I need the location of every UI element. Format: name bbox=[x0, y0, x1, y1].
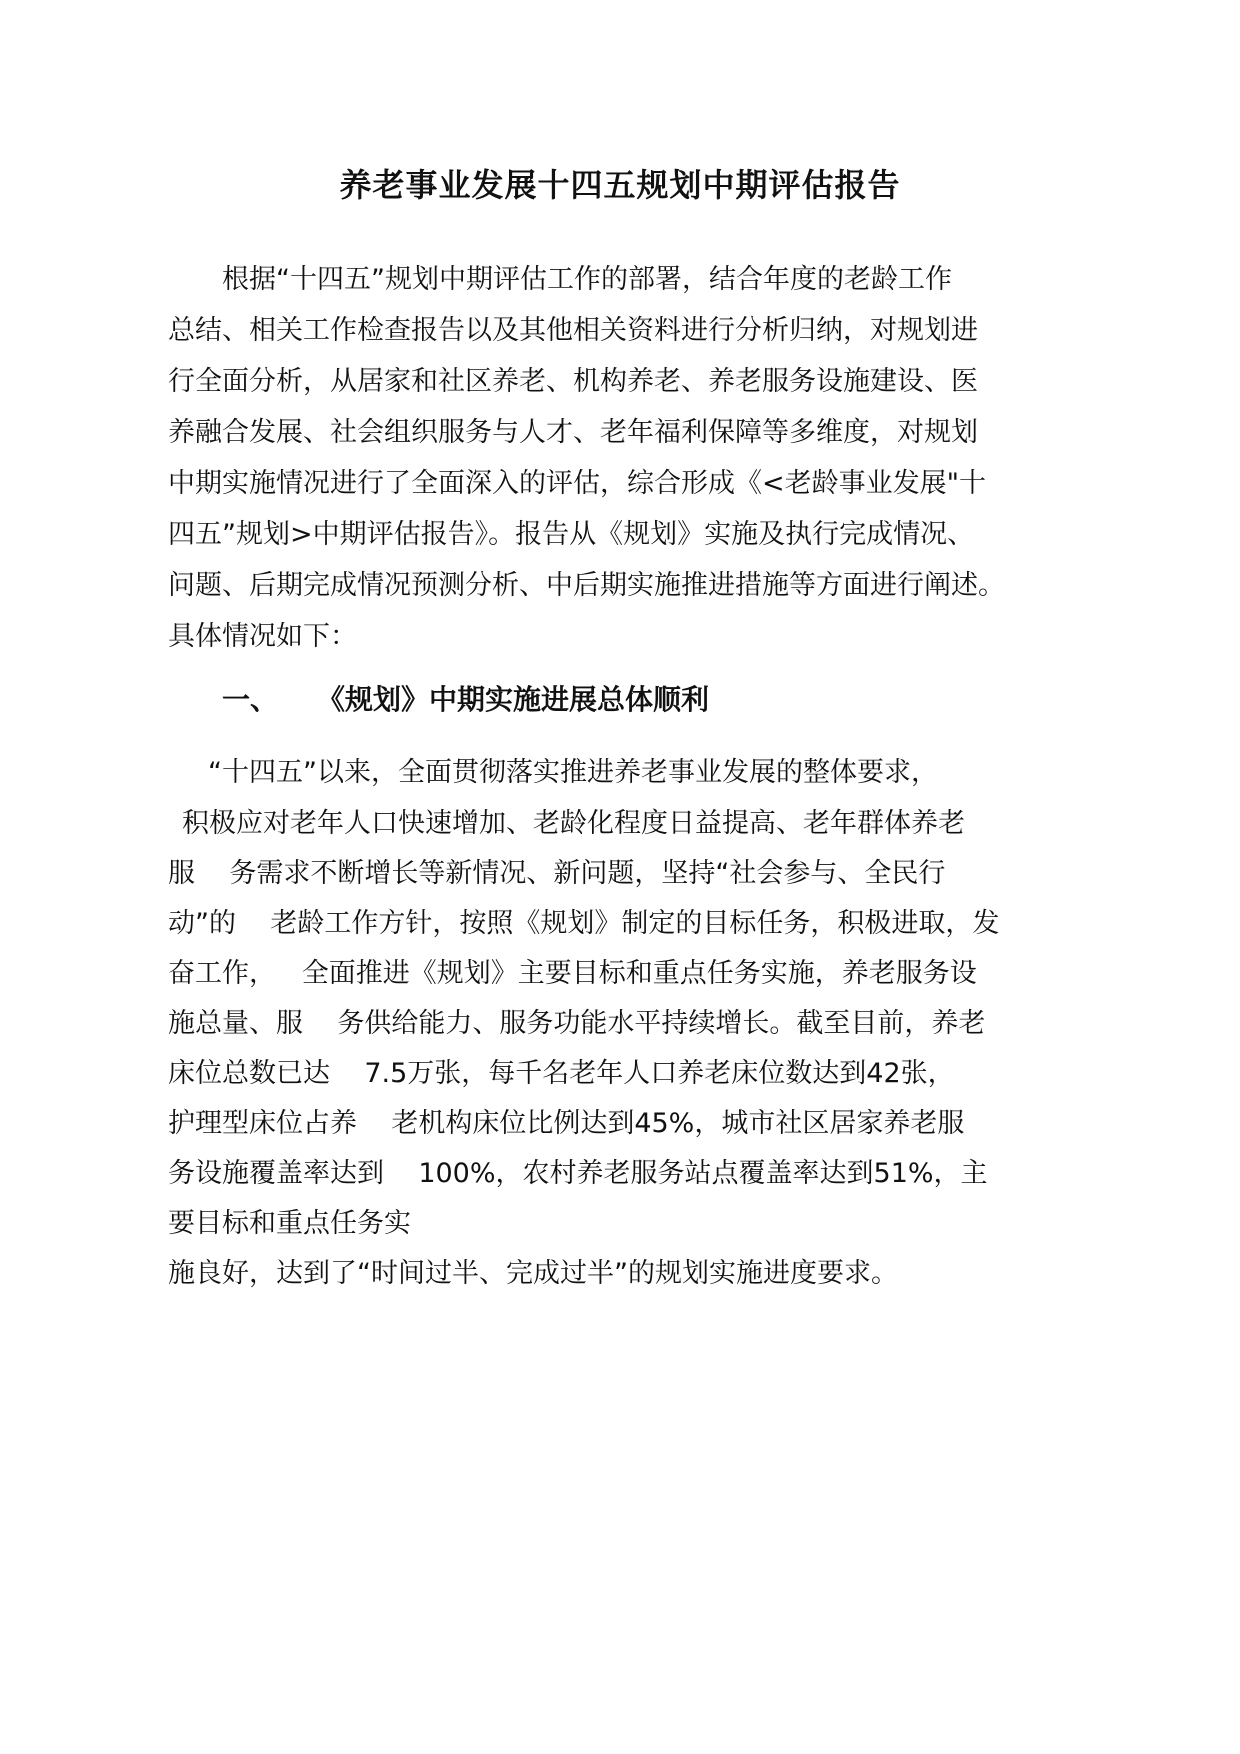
section-line: 积极应对老年人口快速增加、老龄化程度日益提高、老年群体养老 bbox=[182, 808, 965, 839]
section-line: 施总量、服 务供给能力、服务功能水平持续增长。截至目前，养老 bbox=[168, 1008, 986, 1039]
intro-line: 具体情况如下： bbox=[168, 621, 357, 652]
section-line: 动”的 老龄工作方针，按照《规划》制定的目标任务，积极进取，发 bbox=[168, 908, 1000, 939]
intro-line: 养融合发展、社会组织服务与人才、老年福利保障等多维度，对规划 bbox=[168, 417, 978, 448]
section-line: 床位总数已达 7.5万张，每千名老年人口养老床位数达到42张， bbox=[168, 1058, 955, 1089]
intro-line: 中期实施情况进行了全面深入的评估，综合形成《<老龄事业发展"十 bbox=[168, 468, 987, 499]
section-line: 务设施覆盖率达到 100%，农村养老服务站点覆盖率达到51%，主 bbox=[168, 1158, 988, 1189]
intro-line: 根据“十四五”规划中期评估工作的部署，结合年度的老龄工作 bbox=[222, 264, 952, 295]
section-line: 护理型床位占养 老机构床位比例达到45%，城市社区居家养老服 bbox=[168, 1108, 965, 1139]
section-heading: 一、 《规划》中期实施进展总体顺利 bbox=[222, 683, 709, 716]
intro-line: 问题、后期完成情况预测分析、中后期实施推进措施等方面进行阐述。 bbox=[168, 570, 1005, 601]
section-line: 服 务需求不断增长等新情况、新问题，坚持“社会参与、全民行 bbox=[168, 858, 946, 889]
intro-line: 行全面分析，从居家和社区养老、机构养老、养老服务设施建设、医 bbox=[168, 366, 978, 397]
section-line: 奋工作， 全面推进《规划》主要目标和重点任务实施，养老服务设 bbox=[168, 958, 977, 989]
document-title: 养老事业发展十四五规划中期评估报告 bbox=[339, 166, 901, 204]
intro-line: 总结、相关工作检查报告以及其他相关资料进行分析归纳，对规划进 bbox=[168, 315, 978, 346]
section-line: 要目标和重点任务实 bbox=[168, 1208, 411, 1239]
section-line: “十四五”以来，全面贯彻落实推进养老事业发展的整体要求， bbox=[208, 757, 938, 788]
intro-line: 四五”规划>中期评估报告》。报告从《规划》实施及执行完成情况、 bbox=[168, 519, 975, 550]
section-line: 施良好，达到了“时间过半、完成过半”的规划实施进度要求。 bbox=[168, 1258, 898, 1289]
